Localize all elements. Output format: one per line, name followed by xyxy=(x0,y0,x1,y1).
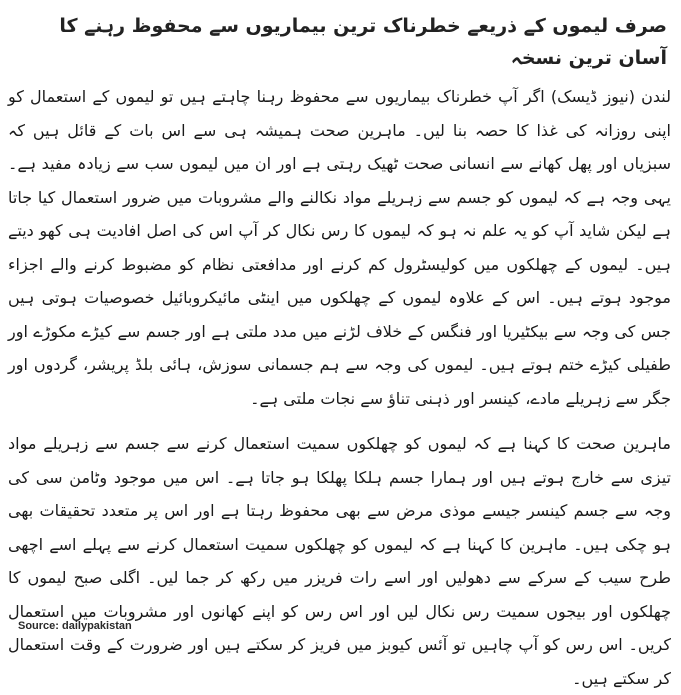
article-paragraph-1: لندن (نیوز ڈیسک) اگر آپ خطرناک بیماریوں سے محفوظ رہنا چاہتے ہیں تو لیموں کے استعمال کو اپنی روزانہ کی غذا کا حصہ بنا لیں۔ ماہرین صحت ہمیشہ ہی سے اس بات کے قائل ہیں کہ سبزیاں اور پھل کھانے سے انسانی صحت ٹھیک رہتی ہے اور ان میں لیموں سب سے زیادہ مفید ہے۔ یہی وجہ ہے کہ لیموں کو جسم سے زہریلے مواد نکالنے والے مشروبات میں ضرور استعمال کیا جاتا ہے لیکن شاید آپ کو یہ علم نہ ہو کہ لیموں کا رس نکال کر آپ اس کی اصل افادیت ہی کھو دیتے ہیں۔ لیموں کے چھلکوں میں کولیسٹرول کم کرنے اور مدافعتی نظام کو مضبوط کرنے والے اجزاء موجود ہوتے ہیں۔ اس کے علاوہ لیموں کے چھلکوں میں اینٹی مائیکروبائیل خصوصیات ہوتی ہیں جس کی وجہ سے بیکٹیریا اور فنگس کے خلاف لڑنے میں مدد ملتی ہے اور جسم سے کیڑے مکوڑے اور طفیلی کیڑے ختم ہوتے ہیں۔ لیموں کی وجہ سے ہم جسمانی سوزش، ہائی بلڈ پریشر، گردوں اور جگر سے زہریلے مادے، کینسر اور ذہنی تناؤ سے نجات ملتی ہے۔ xyxy=(8,87,671,408)
source-credit: Source: dailypakistan xyxy=(18,620,132,632)
article-paragraph-2: ماہرین صحت کا کہنا ہے کہ لیموں کو چھلکوں سمیت استعمال کرنے سے جسم سے زہریلے مواد تیزی سے خارج ہوتے ہیں اور ہمارا جسم ہلکا پھلکا ہو جاتا ہے۔ اس میں موجود وٹامن سی کی وجہ سے جسم کینسر جیسے موذی مرض سے بھی محفوظ رہتا ہے اور اس پر متعدد تحقیقات بھی ہو چکی ہیں۔ ماہرین کا کہنا ہے کہ لیموں کو چھلکوں سمیت استعمال کرنے سے پہلے اسے اچھی طرح سیب کے سرکے سے دھولیں اور اسے رات فریزر میں رکھ کر جما لیں۔ اگلی صبح لیموں کا چھلکوں اور بیجوں سمیت رس نکال لیں اور اس رس کو اپنے کھانوں اور مشروبات میں استعمال کریں۔ اس رس کو آپ چاہیں تو آئس کیوبز میں فریز کر سکتے ہیں اور ضرورت کے وقت استعمال کر سکتے ہیں۔ xyxy=(8,434,671,688)
article-headline: صرف لیموں کے ذریعے خطرناک ترین بیماریوں سے محفوظ رہنے کا آسان ترین نسخہ xyxy=(59,15,667,69)
